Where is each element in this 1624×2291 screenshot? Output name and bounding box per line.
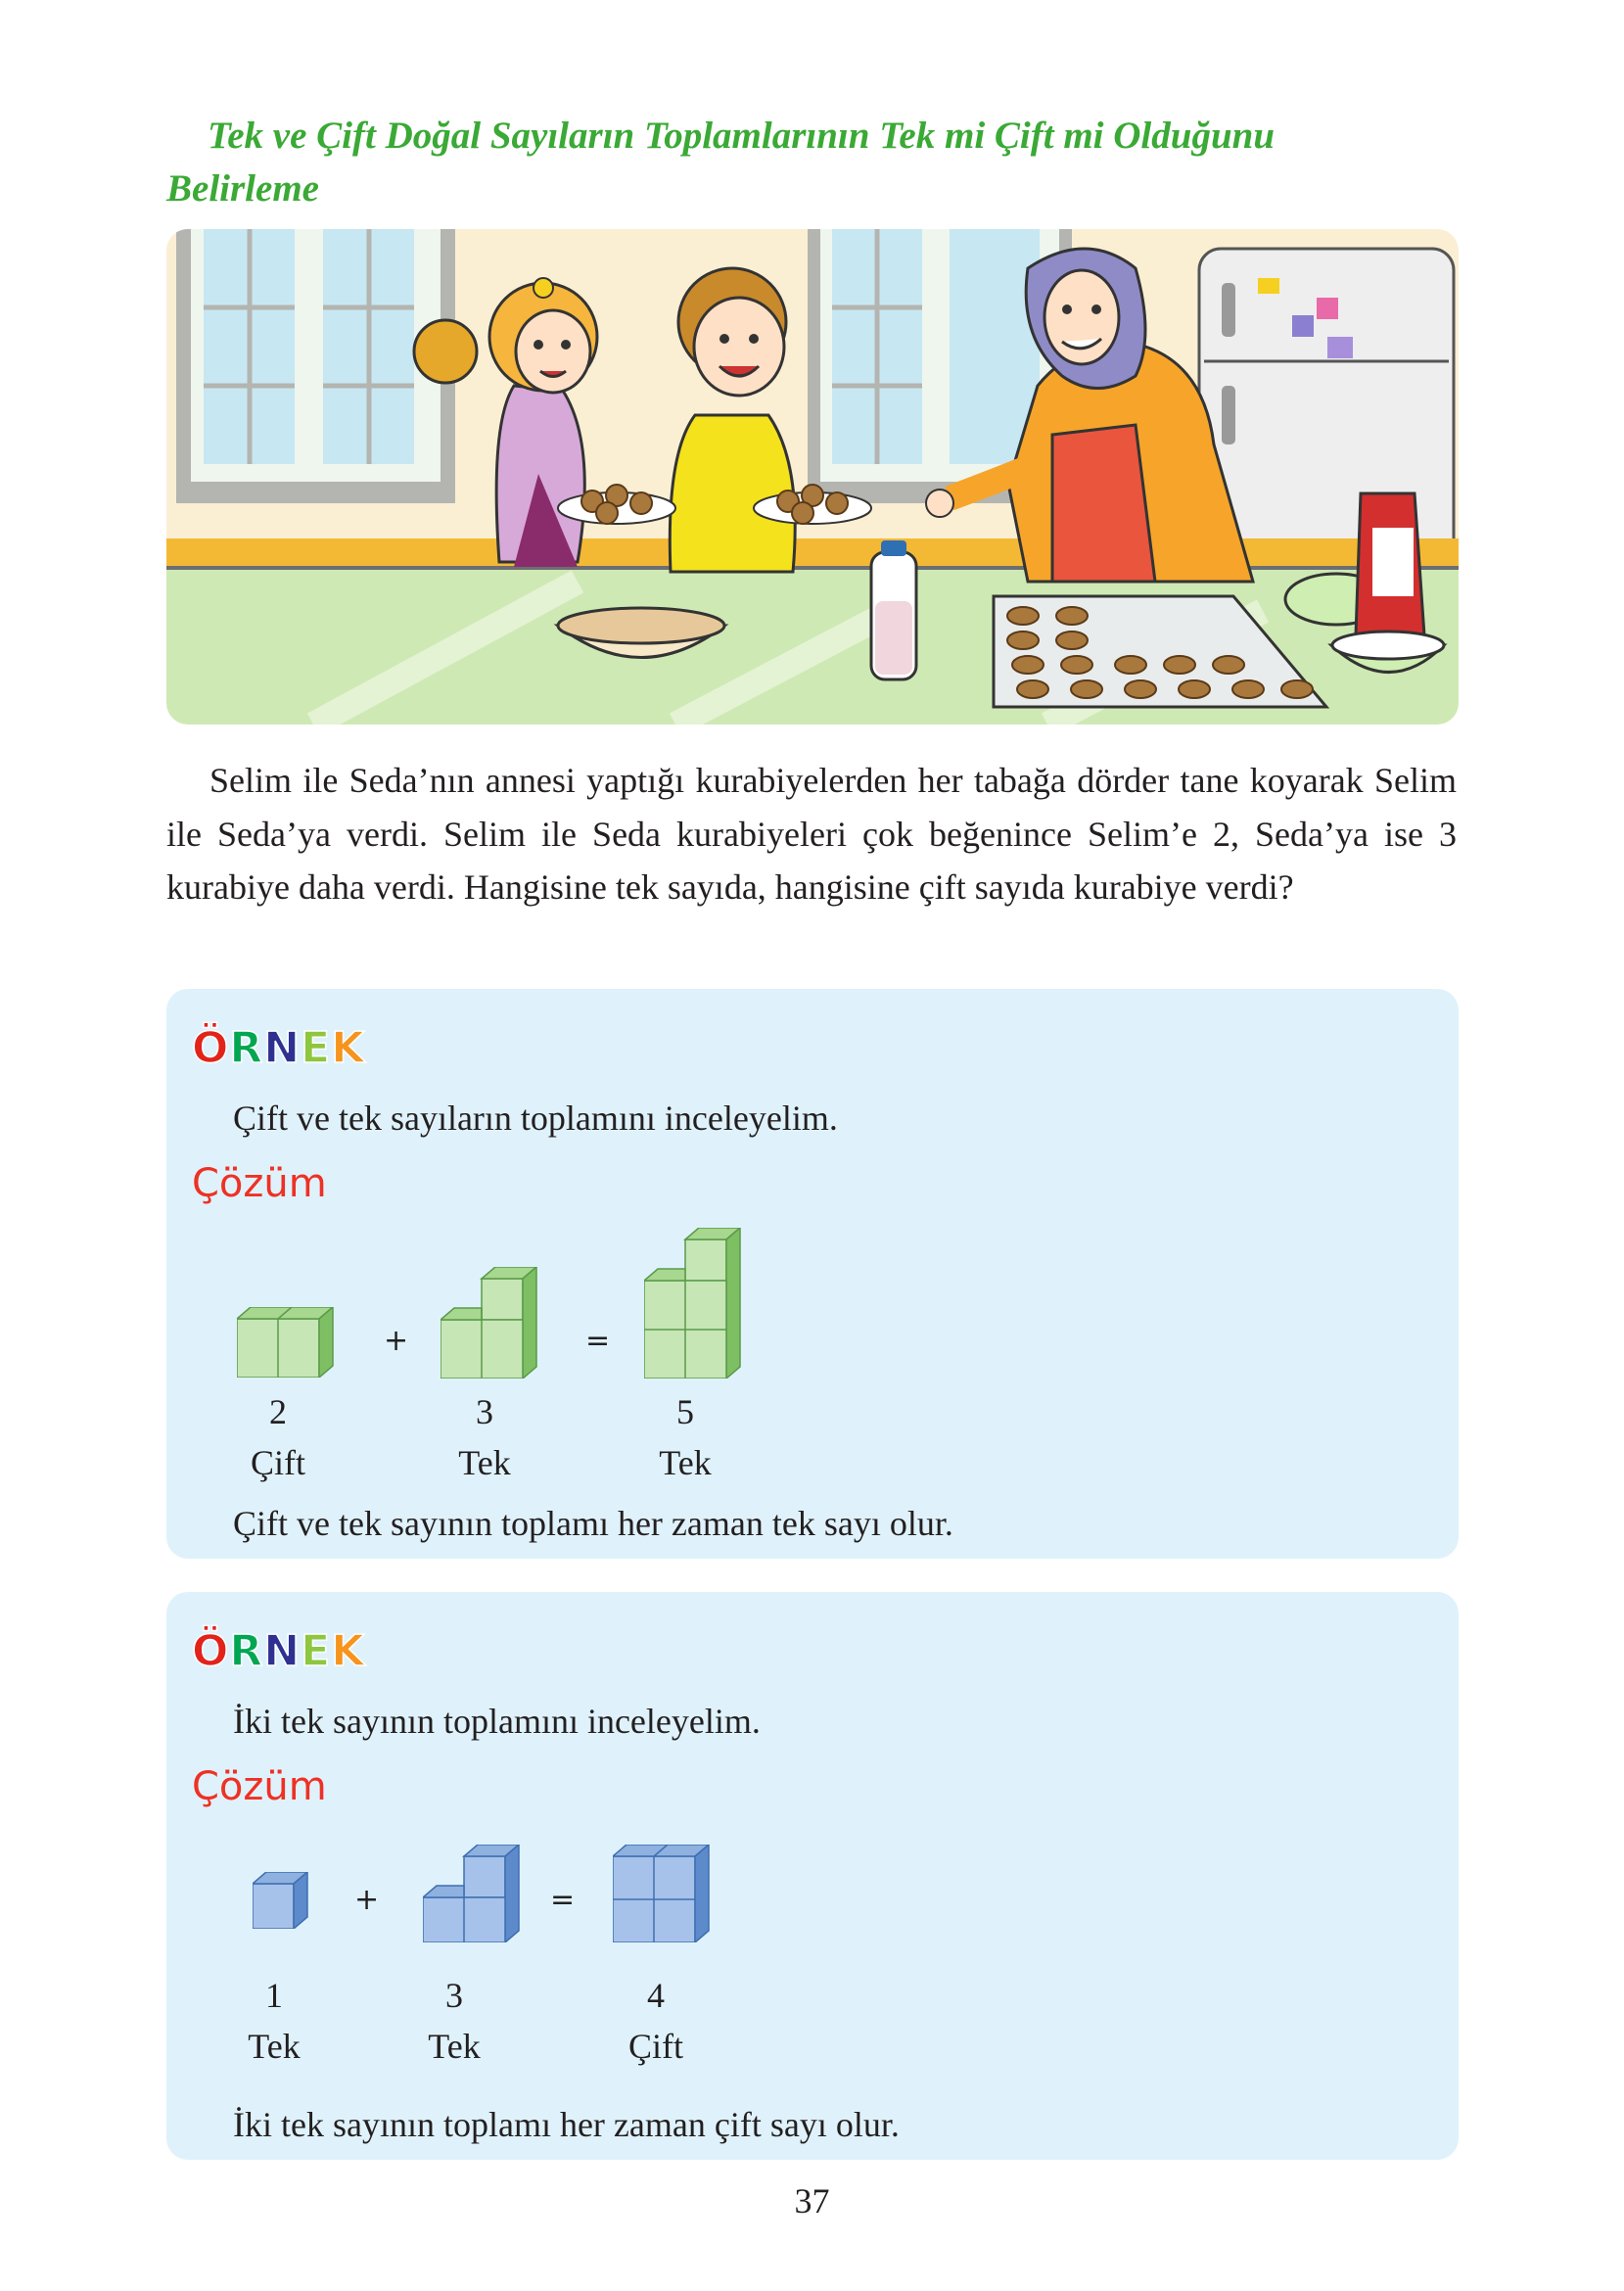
term-number: 2 [269, 1392, 287, 1431]
ornek-title [192, 1024, 365, 1073]
term-kind: Çift [250, 1443, 305, 1482]
four-cube-block [613, 1845, 711, 1942]
page-number: 37 [794, 2181, 830, 2221]
story-paragraph: Selim ile Seda’nın annesi yaptığı kurabiyelerden her tabağa dörder tane koyarak Selim ile Seda’ya verdi. Selim ile Seda kurabiyeleri çok beğenince Selim’e 2, Seda’ya ise 3 kurabiye daha verdi. Hangisine tek sayıda, hangisine çift sayıda kurabiye verdi? [166, 761, 1457, 907]
three-cube-block [423, 1845, 521, 1942]
example-result: İki tek sayının toplamı her zaman çift sayı olur. [233, 2105, 900, 2144]
kitchen-illustration [166, 229, 1459, 725]
equals-sign: = [550, 1883, 576, 1917]
ornek-letter: N [263, 1626, 302, 1676]
milk-bottle [871, 540, 916, 679]
example-box-1 [166, 989, 1459, 1559]
example-result: Çift ve tek sayının toplamı her zaman tek sayı olur. [233, 1504, 953, 1543]
section-heading [166, 110, 1457, 215]
plus-sign: + [354, 1883, 380, 1917]
term-number: 1 [265, 1976, 283, 2015]
kitchen-scene-image [166, 229, 1459, 725]
one-cube-block [253, 1872, 309, 1929]
plus-sign: + [384, 1324, 409, 1358]
five-cube-block [644, 1228, 750, 1379]
ornek-title [192, 1627, 365, 1676]
term-kind: Tek [248, 2027, 301, 2066]
term-kind: Tek [428, 2027, 481, 2066]
solution-label: Çözüm [192, 1161, 327, 1206]
example-intro: İki tek sayının toplamını inceleyelim. [233, 1702, 761, 1741]
term-number: 3 [445, 1976, 463, 2015]
term-kind: Tek [659, 1443, 712, 1482]
left-window [176, 229, 455, 503]
ornek-letter: K [331, 1023, 366, 1073]
two-cube-block [237, 1307, 343, 1378]
example-box-2 [166, 1592, 1459, 2160]
solution-label: Çözüm [192, 1764, 327, 1809]
example-intro: Çift ve tek sayıların toplamını inceleyelim. [233, 1099, 838, 1138]
ornek-letter: E [301, 1626, 332, 1676]
equals-sign: = [585, 1324, 611, 1358]
ornek-letter: R [229, 1023, 264, 1073]
ornek-letter: N [263, 1023, 302, 1073]
ornek-letter: Ö [192, 1023, 230, 1073]
term-number: 3 [476, 1392, 493, 1431]
three-cube-block [441, 1267, 546, 1379]
term-number: 4 [647, 1976, 665, 2015]
term-number: 5 [676, 1392, 694, 1431]
term-kind: Çift [627, 2027, 683, 2066]
heading-line-2: Belirleme [166, 167, 319, 210]
ornek-letter: Ö [192, 1626, 230, 1676]
ornek-letter: R [229, 1626, 264, 1676]
term-kind: Tek [458, 1443, 511, 1482]
heading-line-1: Tek ve Çift Doğal Sayıların Toplamlarının Tek mi Çift mi Olduğunu [208, 115, 1276, 157]
ornek-letter: K [331, 1626, 366, 1676]
ornek-letter: E [301, 1023, 332, 1073]
